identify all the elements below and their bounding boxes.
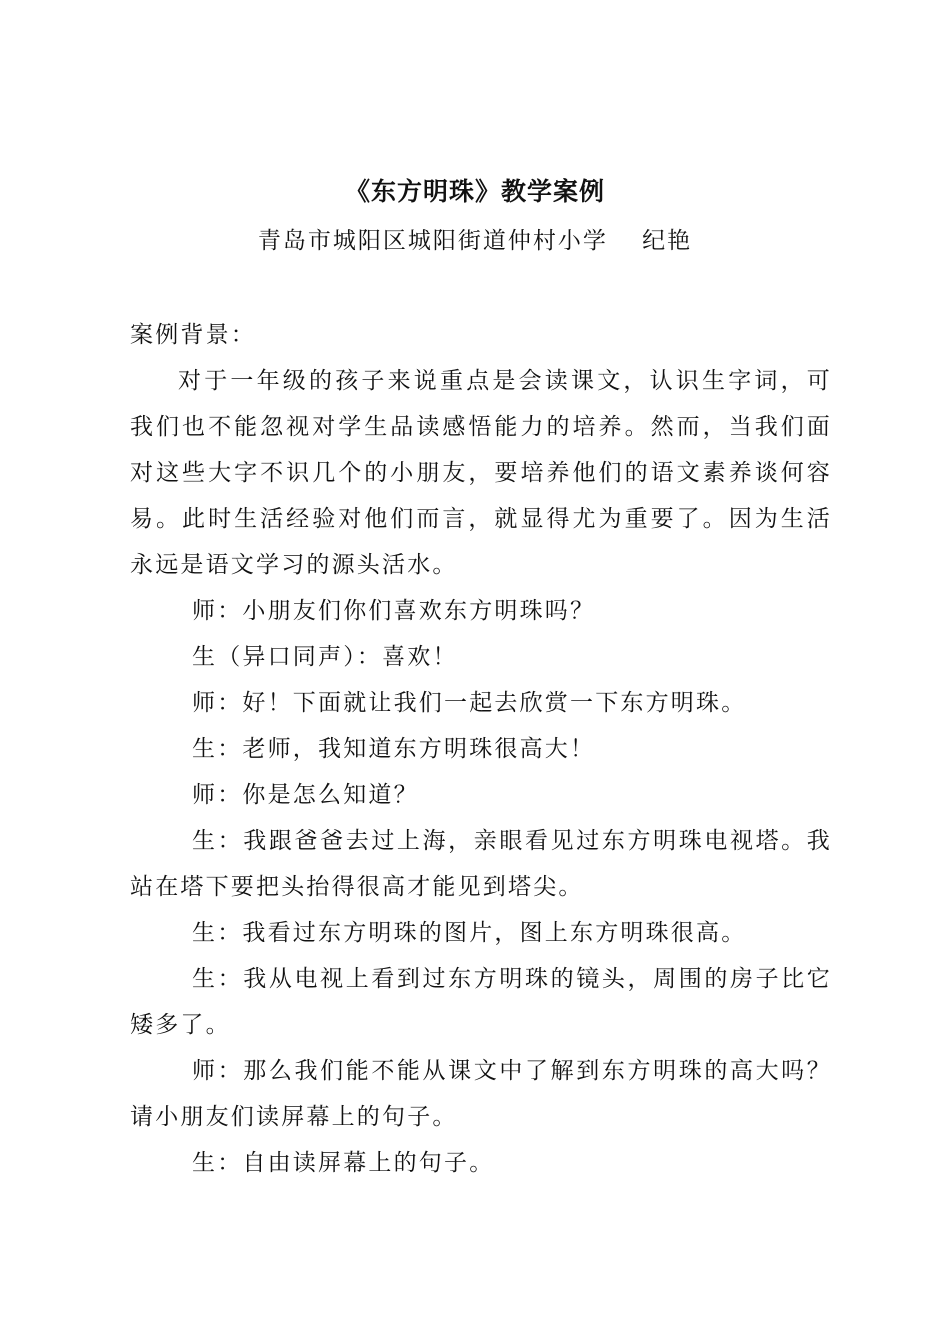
dialog-line: 生（异口同声）：喜欢！: [192, 644, 458, 670]
dialog-line: 生：我看过东方明珠的图片，图上东方明珠很高。: [192, 920, 747, 946]
document-title: 《东方明珠》教学案例: [344, 177, 605, 206]
document-body: [130, 312, 832, 1186]
dialog-line: 师：好！下面就让我们一起去欣赏一下东方明珠。: [192, 690, 747, 716]
dialog-line: 生：我跟爸爸去过上海，亲眼看见过东方明珠电视塔。我站在塔下要把头抬得很高才能见到塔尖。: [130, 828, 832, 900]
dialog-line: 生：自由读屏幕上的句子。: [192, 1150, 495, 1176]
dialog-line: 师：那么我们能不能从课文中了解到东方明珠的高大吗？请小朋友们读屏幕上的句子。: [130, 1058, 832, 1130]
author-byline: 青岛市城阳区城阳街道仲村小学 纪艳: [257, 228, 693, 254]
dialog-line: 生：我从电视上看到过东方明珠的镜头，周围的房子比它矮多了。: [130, 966, 832, 1038]
dialog-line: 师：你是怎么知道？: [192, 782, 419, 808]
section-label: 案例背景：: [130, 322, 256, 348]
dialog-line: 师：小朋友们你们喜欢东方明珠吗？: [192, 598, 596, 624]
background-paragraph: 对于一年级的孩子来说重点是会读课文，认识生字词，可我们也不能忽视对学生品读感悟能力的培养。然而，当我们面对这些大字不识几个的小朋友，要培养他们的语文素养谈何容易。此时生活经验对他们而言，就显得尤为重要了。因为生活永远是语文学习的源头活水。: [130, 368, 832, 578]
dialog-line: 生：老师，我知道东方明珠很高大！: [192, 736, 596, 762]
